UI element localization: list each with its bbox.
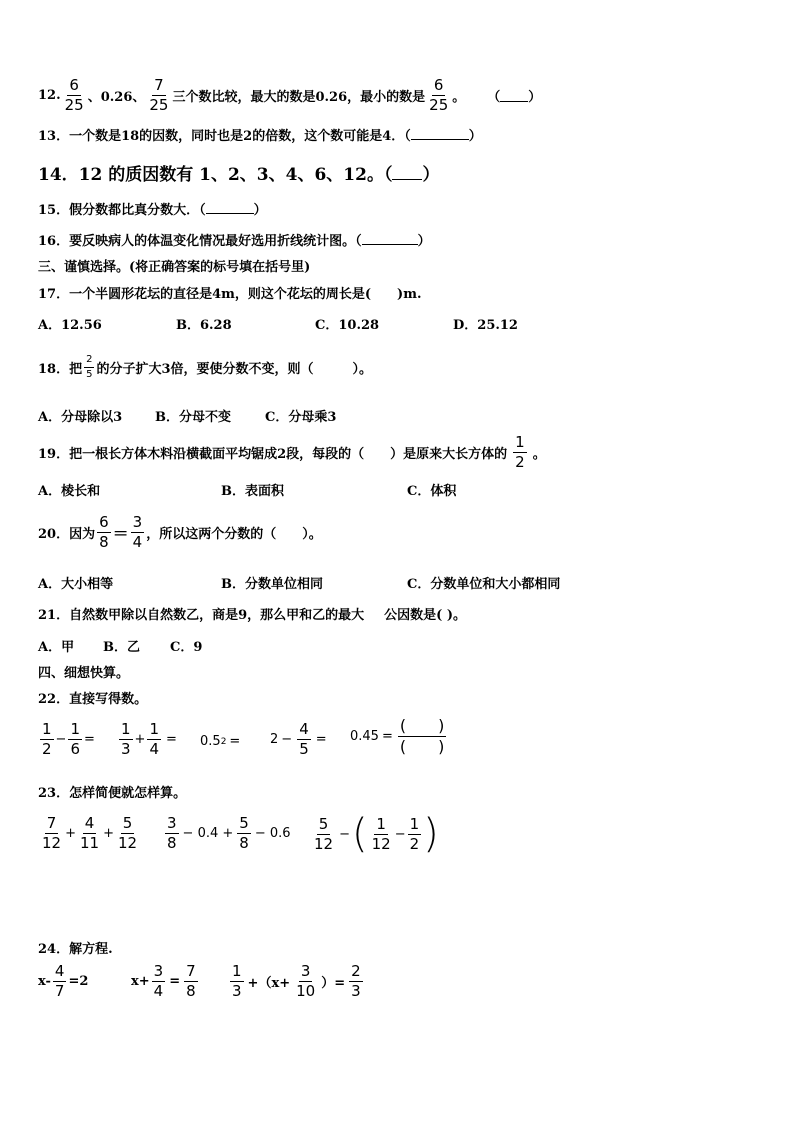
right-paren: ) xyxy=(423,811,439,857)
option-a[interactable]: A．分母除以3 xyxy=(38,410,123,425)
question-23: 23．怎样简便就怎样算。 xyxy=(38,786,187,801)
question-20: 20．因为 $\frac{6}{8}$ ＝ $\frac{3}{4}$ ，所以这两个分数的（ ）。 xyxy=(38,513,322,551)
option-b[interactable]: B．乙 xyxy=(103,640,140,655)
option-b[interactable]: B．分数单位相同 xyxy=(221,577,323,592)
answer-blank[interactable] xyxy=(411,128,469,140)
question-14: 14．12 的质因数有 1、2、3、4、6、12。（ ） xyxy=(38,165,440,185)
option-a[interactable]: A．12.56 xyxy=(38,318,102,333)
expression: $\frac{3}{8}$ − 0.4 + $\frac{5}{8}$ − 0.6 xyxy=(167,814,291,852)
left-paren: ( xyxy=(352,811,368,857)
option-a[interactable]: A．棱长和 xyxy=(38,484,101,499)
option-a[interactable]: A．大小相等 xyxy=(38,577,114,592)
answer-blank[interactable] xyxy=(206,202,254,214)
option-c[interactable]: C．分母乘3 xyxy=(265,410,337,425)
question-15: 15．假分数都比真分数大．（ ） xyxy=(38,203,267,218)
equation: x+ $\frac{3}{4}$ = $\frac{7}{8}$ xyxy=(131,962,196,1000)
fraction: $\frac{3}{4}$ xyxy=(132,513,143,551)
option-c[interactable]: C．分数单位和大小都相同 xyxy=(407,577,561,592)
question-21: 21．自然数甲除以自然数乙，商是9，那么甲和乙的最大 公因数是( )。 xyxy=(38,608,466,623)
question-18: 18．把 $\frac{2}{5}$ 的分子扩大3倍，要使分数不变，则（ ）。 xyxy=(38,354,373,380)
expression: 0.45 = $\frac{( )}{( )}$ xyxy=(350,716,445,756)
expression: 2 − $\frac{4}{5}$ = xyxy=(270,720,327,758)
option-b[interactable]: B．表面积 xyxy=(221,484,284,499)
answer-blank[interactable] xyxy=(392,168,422,180)
question-19: 19．把一根长方体木料沿横截面平均锯成2段，每段的（ ）是原来大长方体的 $\frac{1}{2}$ 。 xyxy=(38,433,546,471)
expression: $\frac{1}{3}$ + $\frac{1}{4}$ = xyxy=(121,720,177,758)
expression: 0.5 2 = xyxy=(200,734,241,749)
question-22: 22．直接写得数。 xyxy=(38,692,148,707)
equation: $\frac{1}{3}$ +（x+ $\frac{3}{10}$ ）= $\frac{2}{3}$ xyxy=(232,962,361,1000)
question-13: 13．一个数是18的因数，同时也是2的倍数，这个数可能是4．（ ） xyxy=(38,129,482,144)
expression: $\frac{7}{12}$ + $\frac{4}{11}$ + $\frac{5}{12}$ xyxy=(42,814,138,852)
fraction: $\frac{6}{25}$ xyxy=(64,76,84,114)
answer-blank[interactable] xyxy=(362,233,418,245)
option-d[interactable]: D．25.12 xyxy=(453,318,518,333)
question-17: 17．一个半圆形花坛的直径是4m，则这个花坛的周长是( )m. xyxy=(38,287,422,302)
fraction: $\frac{2}{5}$ xyxy=(86,354,93,380)
fraction: $\frac{6}{8}$ xyxy=(99,513,109,551)
equation: x- $\frac{4}{7}$ =2 xyxy=(38,962,89,1000)
question-24: 24．解方程. xyxy=(38,942,113,957)
option-c[interactable]: C．体积 xyxy=(407,484,457,499)
question-12: 12. $\frac{6}{25}$ 、0.26、 $\frac{7}{25}$ 三个数比较，最大的数是0.26，最小的数是 $\frac{6}{25}$ 。 （ ） xyxy=(38,76,542,114)
expression: $\frac{1}{2}$ − $\frac{1}{6}$ = xyxy=(42,720,95,758)
section-heading: 三、谨慎选择。(将正确答案的标号填在括号里) xyxy=(38,260,311,275)
fraction: $\frac{1}{2}$ xyxy=(515,433,525,471)
question-number: 12. xyxy=(38,88,61,103)
option-c[interactable]: C．9 xyxy=(170,640,203,655)
section-heading: 四、细想快算。 xyxy=(38,666,130,681)
option-a[interactable]: A．甲 xyxy=(38,640,75,655)
expression: $\frac{5}{12}$ − ( $\frac{1}{12}$ − $\frac{1}{2}$ ) xyxy=(314,811,439,857)
option-b[interactable]: B．6.28 xyxy=(176,318,232,333)
answer-blank[interactable] xyxy=(500,90,528,102)
option-b[interactable]: B．分母不变 xyxy=(155,410,231,425)
option-c[interactable]: C．10.28 xyxy=(315,318,380,333)
fraction: $\frac{7}{25}$ xyxy=(149,76,169,114)
fraction: $\frac{6}{25}$ xyxy=(429,76,449,114)
question-16: 16．要反映病人的体温变化情况最好选用折线统计图。（ ） xyxy=(38,234,431,249)
answer-fraction-blank[interactable]: $\frac{( )}{( )}$ xyxy=(399,716,445,756)
